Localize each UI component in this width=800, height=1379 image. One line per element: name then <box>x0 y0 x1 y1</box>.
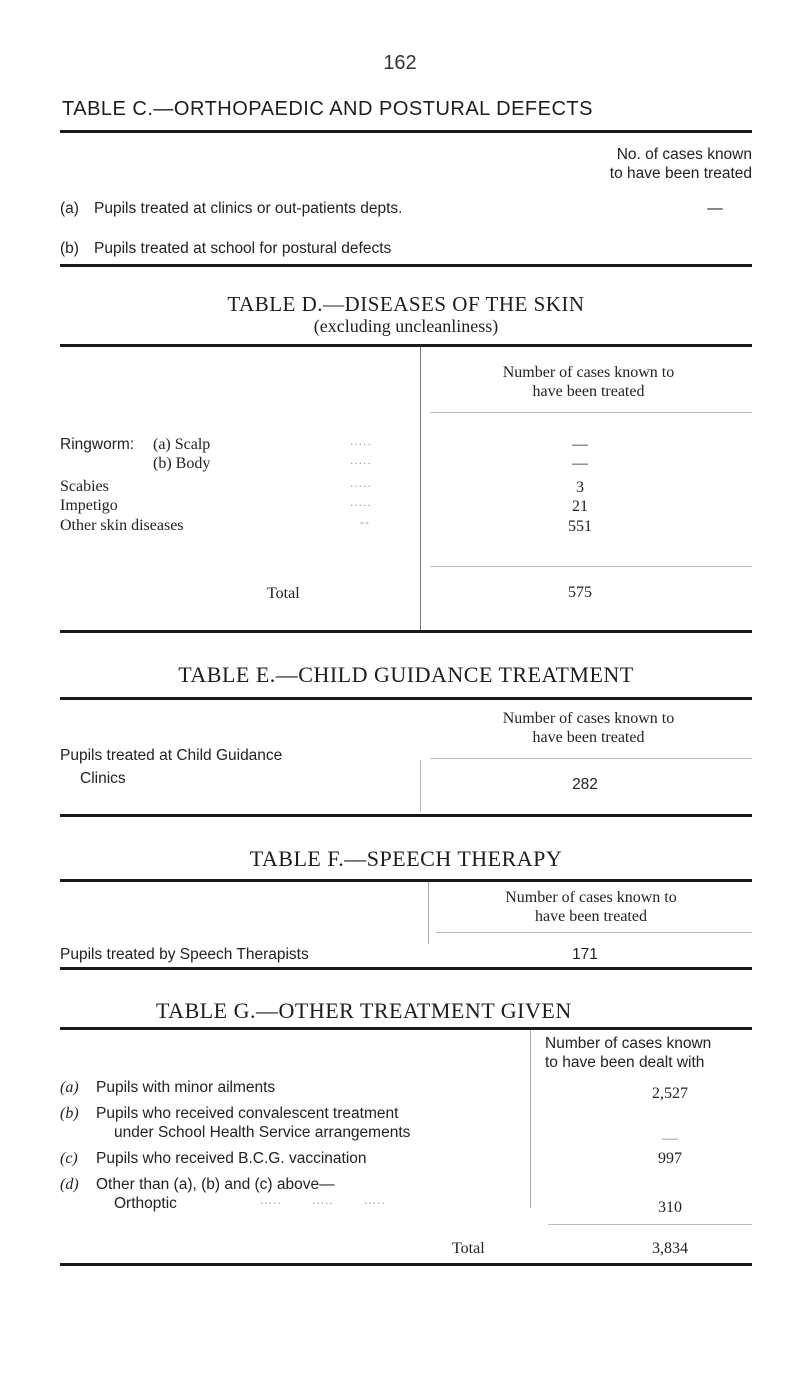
table-g-header-line-2: to have been dealt with <box>545 1054 705 1071</box>
row-value: 21 <box>572 498 588 515</box>
table-e-value: 282 <box>572 776 598 793</box>
row-label: Pupils treated at clinics or out-patients depts. <box>94 200 403 217</box>
table-f-column-divider <box>428 882 429 944</box>
row-label: Pupils treated at school for postural defects <box>94 240 392 257</box>
table-g-title: TABLE G.—OTHER TREATMENT GIVEN <box>156 998 572 1023</box>
table-e-column-divider <box>420 760 421 812</box>
row-label: Other skin diseases <box>60 517 184 534</box>
row-value: — <box>572 455 588 472</box>
table-d-header-line-1: Number of cases known to <box>502 364 675 381</box>
row-value: 551 <box>568 518 592 535</box>
row-prefix: (a) <box>60 1079 79 1096</box>
row-value: — <box>707 200 723 217</box>
table-d-total-divider <box>430 566 752 567</box>
leader-dots: ..... ..... ..... <box>260 1193 386 1207</box>
table-d-column-divider <box>420 347 421 632</box>
table-f-row-label: Pupils treated by Speech Therapists <box>60 946 309 963</box>
row-label-line-1: Pupils who received convalescent treatment <box>96 1105 399 1122</box>
row-value: 997 <box>658 1150 682 1167</box>
leader-dots: ..... <box>350 495 372 509</box>
leader-dots: ..... <box>350 453 372 467</box>
row-sub-label: (b) Body <box>153 455 211 472</box>
table-e-header-line-2: have been treated <box>532 729 645 746</box>
table-g-header-line-1: Number of cases known <box>545 1035 712 1052</box>
table-g-top-rule <box>60 1027 752 1030</box>
table-e-title: TABLE E.—CHILD GUIDANCE TREATMENT <box>178 662 634 687</box>
row-prefix: (d) <box>60 1176 79 1193</box>
table-f-title: TABLE F.—SPEECH THERAPY <box>249 846 563 871</box>
table-f-value: 171 <box>572 946 598 963</box>
page-number: 162 <box>383 52 417 74</box>
table-e-bottom-rule <box>60 814 752 817</box>
table-c-top-rule <box>60 130 752 133</box>
row-label-line-2: Orthoptic <box>114 1195 177 1212</box>
table-e-row-label-line-1: Pupils treated at Child Guidance <box>60 747 283 764</box>
table-g-bottom-rule <box>60 1263 752 1266</box>
table-e-header-divider <box>430 758 752 759</box>
row-label-line-1: Pupils who received B.C.G. vaccination <box>96 1150 367 1167</box>
leader-dots: ..... <box>350 476 372 490</box>
row-label: Ringworm: <box>60 436 135 453</box>
row-sub-label: (a) Scalp <box>153 436 211 453</box>
leader-dots: -- <box>360 515 370 529</box>
table-f-top-rule <box>60 879 752 882</box>
table-d-title: TABLE D.—DISEASES OF THE SKIN <box>227 292 585 316</box>
table-c-header-line-1: No. of cases known <box>616 146 752 163</box>
table-d-header-line-2: have been treated <box>532 383 645 400</box>
row-value: 2,527 <box>652 1085 688 1102</box>
table-d-bottom-rule <box>60 630 752 633</box>
table-f-header-line-2: have been treated <box>535 908 647 925</box>
row-label-line-2: under School Health Service arrangements <box>114 1124 411 1141</box>
row-value: — <box>572 436 588 453</box>
row-label-line-1: Other than (a), (b) and (c) above— <box>96 1176 335 1193</box>
table-d-top-rule <box>60 344 752 347</box>
row-label: Impetigo <box>60 497 118 514</box>
table-f-header-line-1: Number of cases known to <box>505 889 677 906</box>
row-prefix: (b) <box>60 240 79 257</box>
table-f-bottom-rule <box>60 967 752 970</box>
row-label: Scabies <box>60 478 109 495</box>
total-label: Total <box>267 585 300 602</box>
row-prefix: (a) <box>60 200 79 217</box>
table-c-header-line-2: to have been treated <box>609 165 752 182</box>
row-value: 3 <box>576 479 584 496</box>
row-prefix: (c) <box>60 1150 78 1167</box>
total-value: 3,834 <box>652 1240 688 1257</box>
table-e-top-rule <box>60 697 752 700</box>
table-e-header-line-1: Number of cases known to <box>502 710 675 727</box>
table-c-title: TABLE C.—ORTHOPAEDIC AND POSTURAL DEFECTS <box>62 98 593 120</box>
table-d-header-divider <box>430 412 752 413</box>
table-c-bottom-rule <box>60 264 752 267</box>
row-value: 310 <box>658 1199 682 1216</box>
table-e-row-label-line-2: Clinics <box>80 770 126 787</box>
row-label-line-1: Pupils with minor ailments <box>96 1079 276 1096</box>
row-prefix: (b) <box>60 1105 79 1122</box>
row-value: — <box>662 1130 678 1147</box>
table-g-column-divider <box>530 1030 531 1208</box>
table-f-header-divider <box>436 932 752 933</box>
table-g-total-divider <box>548 1224 752 1225</box>
total-label: Total <box>452 1240 485 1257</box>
leader-dots: ..... <box>350 434 372 448</box>
table-d-subtitle: (excluding uncleanliness) <box>313 316 499 336</box>
total-value: 575 <box>568 584 592 601</box>
